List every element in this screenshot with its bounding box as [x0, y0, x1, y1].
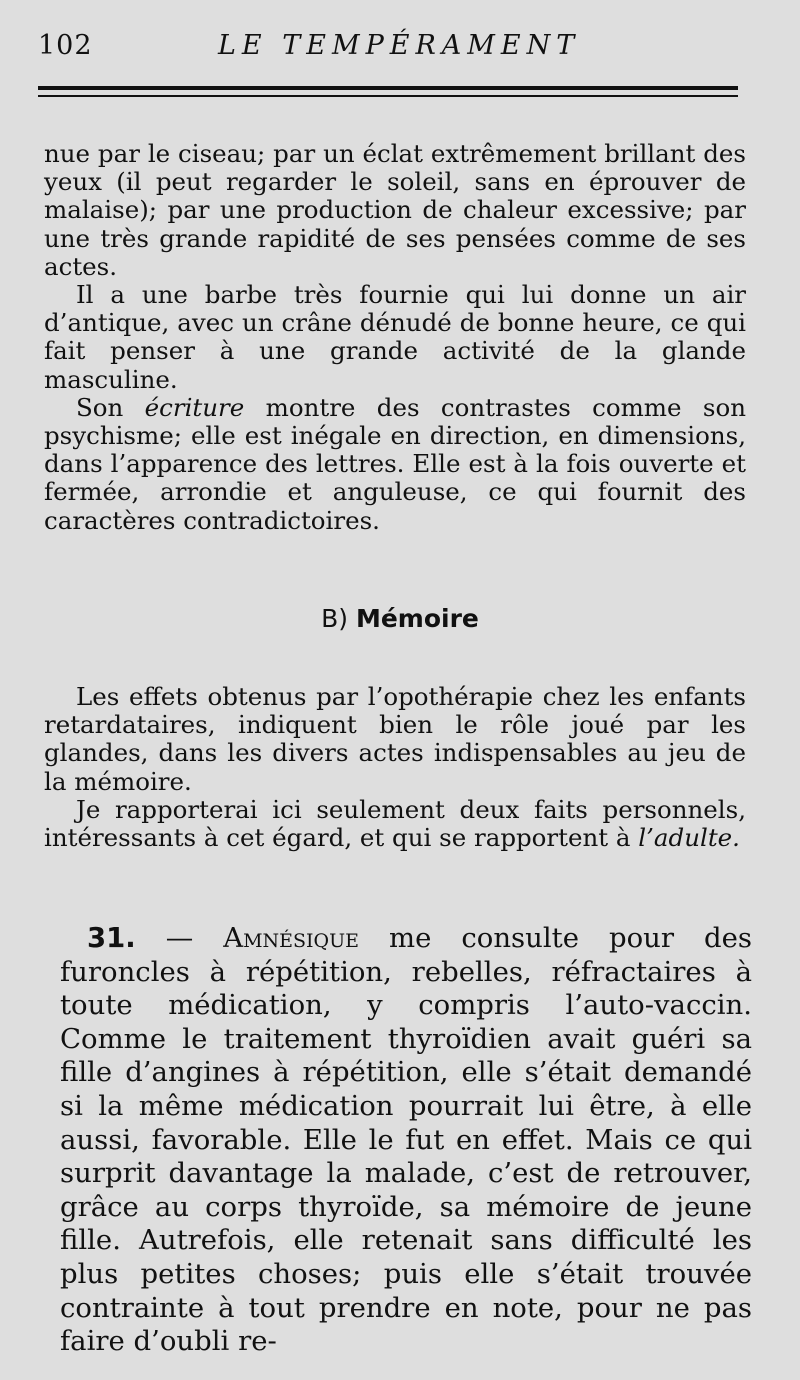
section-title: Mémoire [355, 604, 479, 633]
case-dash: — [135, 922, 224, 954]
paragraph: nue par le ciseau; par un éclat extrêmement brillant des yeux (il peut regarder le soleil, sans en éprouver de malaise); par une production de chaleur excessive; par une très grande rapidité de ses pensées comme de ses actes. [44, 139, 746, 281]
case-report [60, 922, 752, 1359]
section-label: B) [321, 604, 349, 633]
section-heading [0, 604, 800, 633]
body-text-top [44, 140, 746, 535]
case-name: Amnésique [223, 922, 360, 954]
body-text-middle [44, 683, 746, 852]
emphasis-text: écriture [144, 392, 245, 422]
header-rule-thin [38, 95, 738, 97]
case-number: 31. [87, 922, 136, 954]
page-number: 102 [38, 30, 93, 61]
running-title: LE TEMPÉRAMENT [218, 30, 581, 61]
page-header [38, 30, 738, 70]
paragraph: Les effets obtenus par l’opothérapie chez les enfants retardataires, indiquent bien le rôle joué par les glandes, dans les divers actes indispensables au jeu de la mémoire. [44, 682, 746, 796]
paragraph [60, 922, 752, 1359]
paragraph [44, 796, 746, 852]
emphasis-text: l’adulte. [638, 823, 740, 853]
paragraph: Il a une barbe très fournie qui lui donne un air d’antique, avec un crâne dénudé de bonne heure, ce qui fait penser à une grande activité de la glande masculine. [44, 280, 746, 394]
text-run: Je rapporterai ici seulement deux faits personnels, intéressants à cet égard, et qui se rapportent à [44, 794, 746, 853]
header-rule-thick [38, 86, 738, 90]
text-run: Son [76, 392, 145, 422]
case-text: me consulte pour des furoncles à répétition, rebelles, réfractaires à toute médication, y compris l’auto-vaccin. Comme le traitement thyroïdien avait guéri sa fille d’angines à répétition, elle s’était demandé si la même médication pourrait lui être, à elle aussi, favorable. Elle le fut en effet. Mais ce qui surprit davantage la malade, c’est de retrouver, grâce au corps thyroïde, sa mémoire de jeune fille. Autrefois, elle retenait sans difficulté les plus petites choses; puis elle s’était trouvée contrainte à tout prendre en note, pour ne pas faire d’oubli re- [60, 922, 752, 1358]
paragraph [44, 394, 746, 535]
text-run: montre des contrastes comme son psychisme; elle est inégale en direction, en dimensions, dans l’apparence des lettres. Elle est à la fois ouverte et fermée, arrondie et anguleuse, ce qui fournit des caractères contradictoires. [44, 392, 746, 535]
